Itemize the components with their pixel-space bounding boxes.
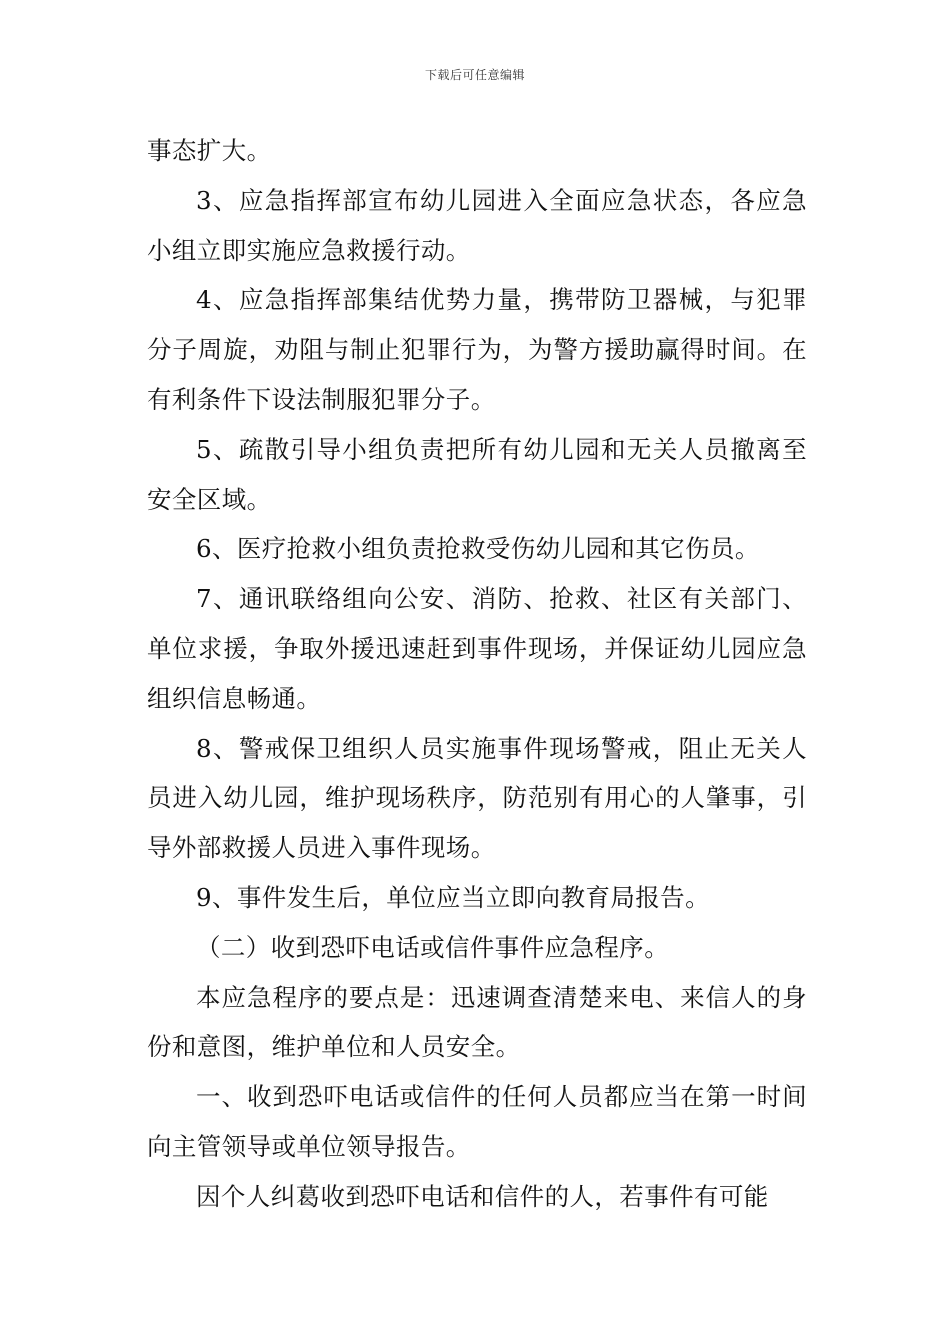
document-body [147,126,807,1222]
paragraph-10: 本应急程序的要点是：迅速调查清楚来电、来信人的身份和意图，维护单位和人员安全。 [147,982,807,1062]
paragraph-12: 因个人纠葛收到恐吓电话和信件的人，若事件有可能 [196,1181,769,1211]
paragraph-11: 一、收到恐吓电话或信件的任何人员都应当在第一时间向主管领导或单位领导报告。 [147,1082,807,1161]
paragraph-5: 6、医疗抢救小组负责抢救受伤幼儿园和其它伤员。 [196,534,760,564]
paragraph-6: 7、通讯联络组向公安、消防、抢救、社区有关部门、单位求援，争取外援迅速赶到事件现场，并保证幼儿园应急组织信息畅通。 [147,584,807,713]
paragraph-3: 4、应急指挥部集结优势力量，携带防卫器械，与犯罪分子周旋，劝阻与制止犯罪行为，为警方援助赢得时间。在有利条件下设法制服犯罪分子。 [147,285,807,414]
paragraph-1: 事态扩大。 [147,136,272,165]
section-heading: （二）收到恐吓电话或信件事件应急程序。 [196,932,670,962]
paragraph-7: 8、警戒保卫组织人员实施事件现场警戒，阻止无关人员进入幼儿园，维护现场秩序，防范别有用心的人肇事，引导外部救援人员进入事件现场。 [147,733,807,863]
paragraph-8: 9、事件发生后，单位应当立即向教育局报告。 [196,882,710,912]
paragraph-4: 5、疏散引导小组负责把所有幼儿园和无关人员撤离至安全区域。 [147,434,807,514]
page-header-note: 下载后可任意编辑 [424,68,525,82]
paragraph-2: 3、应急指挥部宣布幼儿园进入全面应急状态，各应急小组立即实施应急救援行动。 [147,185,807,265]
